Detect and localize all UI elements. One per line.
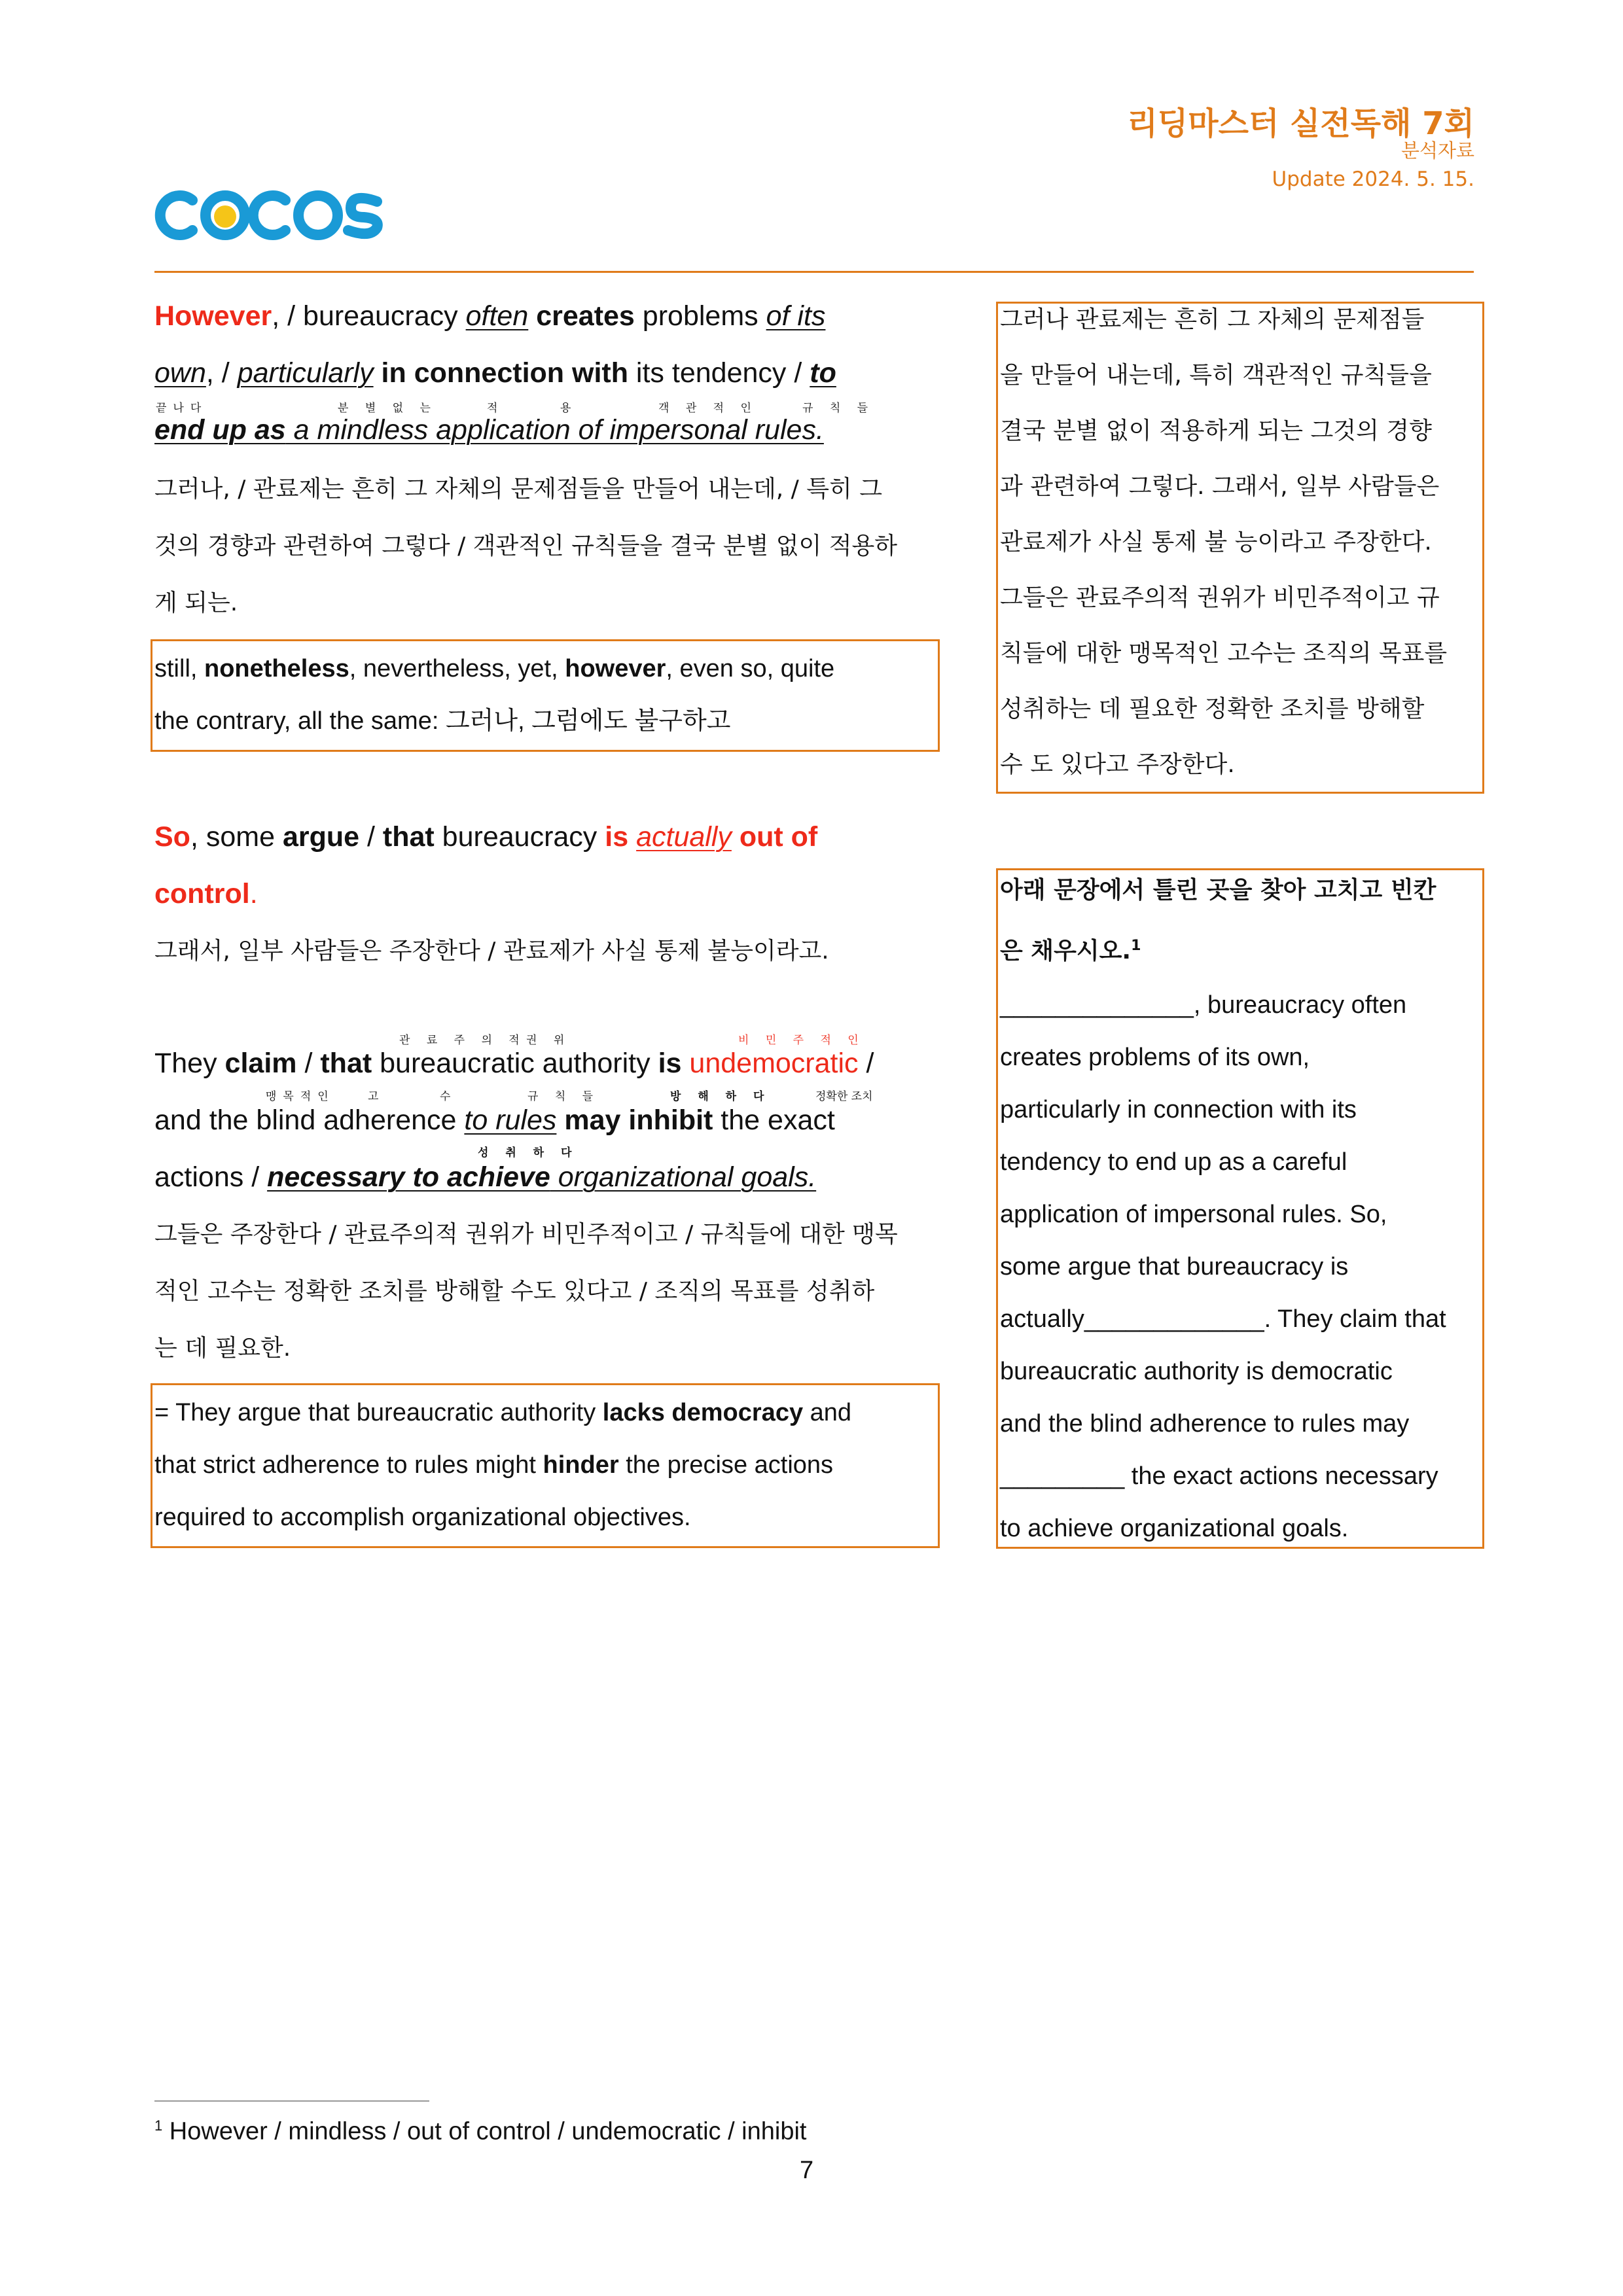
text xyxy=(628,821,636,853)
word-argue: argue xyxy=(282,821,360,853)
text: , some xyxy=(190,821,283,853)
header-divider xyxy=(154,271,1474,273)
word-claim: claim xyxy=(224,1048,297,1079)
text: / xyxy=(359,821,383,853)
keyword-however: However xyxy=(154,300,272,332)
word-that: that xyxy=(382,821,435,853)
sentence-2-line-2 xyxy=(154,866,258,923)
text xyxy=(732,821,740,853)
text xyxy=(681,1048,689,1079)
text: , even so, quite xyxy=(666,655,835,682)
exercise-line: and the blind adherence to rules may xyxy=(1000,1410,1410,1438)
footnote-text: However / mindless / out of control / undemocratic / inhibit xyxy=(162,2117,807,2146)
text xyxy=(528,300,536,332)
gloss-bureaucratic: 관 료 주 의 적 xyxy=(399,1034,526,1047)
exercise-line: particularly in connection with its xyxy=(1000,1096,1357,1123)
sentence-3-line-2 xyxy=(154,1092,835,1149)
translation-box-line: 관료제가 사실 통제 불 능이라고 주장한다. xyxy=(1000,529,1432,556)
text: the precise actions xyxy=(618,1451,834,1479)
text: that strict adherence to rules might xyxy=(154,1451,543,1479)
word-own: own xyxy=(154,357,206,389)
word-is: is xyxy=(605,821,629,853)
text: actions / xyxy=(154,1161,268,1193)
exercise-line: to achieve organizational goals. xyxy=(1000,1515,1349,1542)
update-date: Update 2024. 5. 15. xyxy=(1272,168,1474,191)
translation-3-line-3: 는 데 필요한. xyxy=(154,1335,291,1362)
text: bureaucracy xyxy=(434,821,605,853)
word-often: often xyxy=(465,300,529,332)
footnote-ref[interactable]: 1 xyxy=(1131,938,1141,954)
text: its tendency / xyxy=(628,357,810,389)
exercise-line: application of impersonal rules. So, xyxy=(1000,1201,1387,1228)
text: problems xyxy=(634,300,766,332)
text: the exact xyxy=(713,1104,835,1136)
keyword-so: So xyxy=(154,821,190,853)
translation-3-line-2: 적인 고수는 정확한 조치를 방해할 수도 있다고 / 조직의 목표를 성취하 xyxy=(154,1278,875,1305)
text: and the blind adherence xyxy=(154,1104,465,1136)
exercise-line: actually_____________. They claim that xyxy=(1000,1305,1446,1333)
footnote xyxy=(154,2117,806,2146)
document-subtitle: 분석자료 xyxy=(1400,139,1474,162)
gloss-exact-actions: 정확한 조치 xyxy=(815,1090,873,1103)
gloss-undemocratic: 비 민 주 적 인 xyxy=(738,1034,865,1047)
gloss-app-2: 용 xyxy=(560,402,578,415)
gloss-app-1: 적 xyxy=(487,402,505,415)
translation-3-line-1: 그들은 주장한다 / 관료주의적 권위가 비민주적이고 / 규칙들에 대한 맹목 xyxy=(154,1221,898,1248)
exercise-line: ______________, bureaucracy often xyxy=(1000,991,1407,1019)
translation-box-line: 과 관련하여 그렇다. 그래서, 일부 사람들은 xyxy=(1000,473,1440,500)
word-undemocratic: undemocratic xyxy=(689,1048,859,1079)
page-number: 7 xyxy=(800,2157,814,2184)
phrase-to-rules: to rules xyxy=(464,1104,557,1136)
phrase-end-up-as: end up as xyxy=(154,414,286,446)
translation-box-line: 그들은 관료주의적 권위가 비민주적이고 규 xyxy=(1000,584,1440,611)
word-is: is xyxy=(658,1048,682,1079)
exercise-line: bureaucratic authority is democratic xyxy=(1000,1358,1393,1385)
text: = They argue that bureaucratic authority xyxy=(154,1399,603,1426)
gloss-authority: 권 위 xyxy=(526,1034,571,1047)
text xyxy=(374,357,382,389)
footnote-number: 1 xyxy=(154,2117,163,2134)
paraphrase-line-2 xyxy=(154,1439,833,1491)
footnote-divider xyxy=(154,2100,429,2102)
translation-1-line-2: 것의 경향과 관련하여 그렇다 / 객관적인 규칙들을 결국 분별 없이 적용하 xyxy=(154,533,898,559)
text: . xyxy=(249,878,258,910)
gloss-inhibit: 방 해 하 다 xyxy=(670,1090,771,1103)
document-title: 리딩마스터 실전독해 7회 xyxy=(1127,105,1474,142)
gloss-adherence-1: 고 xyxy=(368,1090,385,1103)
word-hinder: hinder xyxy=(543,1451,619,1479)
text: 은 채우시오. xyxy=(1000,938,1132,964)
sentence-1-line-1 xyxy=(154,288,825,345)
text xyxy=(620,1104,628,1136)
text: / xyxy=(858,1048,874,1079)
text: still, xyxy=(154,655,204,682)
text: , / bureaucracy xyxy=(272,300,466,332)
gloss-mindless: 분 별 없 는 xyxy=(338,402,437,415)
word-to: to xyxy=(810,357,836,389)
phrase-out-of: out of xyxy=(739,821,818,853)
text xyxy=(556,1104,564,1136)
gloss-rules: 규 칙 들 xyxy=(802,402,875,415)
text: , / xyxy=(205,357,238,389)
gloss-adherence-2: 수 xyxy=(440,1090,457,1103)
exercise-box-text xyxy=(1000,862,1446,1555)
translation-1-line-3: 게 되는. xyxy=(154,590,238,616)
sentence-2-line-1 xyxy=(154,809,817,866)
gloss-impersonal: 객 관 적 인 xyxy=(658,402,758,415)
translation-2: 그래서, 일부 사람들은 주장한다 / 관료제가 사실 통제 불능이라고. xyxy=(154,938,829,964)
sentence-1-line-3 xyxy=(154,402,824,459)
exercise-heading-1: 아래 문장에서 틀린 곳을 찾아 고치고 빈칸 xyxy=(1000,877,1436,904)
gloss-to-rules: 규 칙 들 xyxy=(527,1090,600,1103)
word-however: however xyxy=(565,655,666,682)
word-creates: creates xyxy=(536,300,635,332)
phrase-mindless-application: a mindless application of impersonal rules. xyxy=(285,414,824,446)
word-nonetheless: nonetheless xyxy=(204,655,349,682)
exercise-line: tendency to end up as a careful xyxy=(1000,1148,1347,1176)
translation-box-line: 성취하는 데 필요한 정확한 조치를 방해할 xyxy=(1000,696,1425,722)
text: / xyxy=(296,1048,321,1079)
phrase-organizational-goals: organizational goals. xyxy=(550,1161,817,1193)
translation-1-line-1: 그러나, / 관료제는 흔히 그 자체의 문제점들을 만들어 내는데, / 특히 그 xyxy=(154,476,882,503)
word-particularly: particularly xyxy=(237,357,374,389)
synonym-line-1 xyxy=(154,643,834,695)
word-that: that xyxy=(320,1048,372,1079)
word-actually: actually xyxy=(636,821,732,853)
word-may: may xyxy=(564,1104,621,1136)
text: bureaucratic authority xyxy=(372,1048,658,1079)
phrase-necessary-to-achieve: necessary to achieve xyxy=(267,1161,550,1193)
gloss-end-up: 끝나다 xyxy=(156,402,208,415)
gloss-blind: 맹목적인 xyxy=(266,1090,335,1103)
exercise-line: some argue that bureaucracy is xyxy=(1000,1253,1349,1280)
cocos-logo xyxy=(154,186,390,245)
text: , nevertheless, yet, xyxy=(349,655,565,682)
text: They xyxy=(154,1048,225,1079)
phrase-of-its: of its xyxy=(766,300,826,332)
paraphrase-line-1 xyxy=(154,1386,851,1439)
paraphrase-line-3: required to accomplish organizational objectives. xyxy=(154,1504,691,1531)
translation-box-text xyxy=(1000,292,1447,792)
gloss-achieve: 성 취 하 다 xyxy=(478,1146,579,1159)
sentence-3-line-1 xyxy=(154,1035,874,1092)
translation-box-line: 수 도 있다고 주장한다. xyxy=(1000,751,1235,778)
translation-box-line: 그러나 관료제는 흔히 그 자체의 문제점들 xyxy=(1000,306,1425,333)
word-control: control xyxy=(154,878,250,910)
text: and xyxy=(803,1399,852,1426)
exercise-heading-2 xyxy=(1000,918,1446,979)
exercise-line: creates problems of its own, xyxy=(1000,1044,1310,1071)
translation-box-line: 을 만들어 내는데, 특히 객관적인 규칙들을 xyxy=(1000,362,1432,389)
sentence-1-line-2 xyxy=(154,345,836,402)
translation-box-line: 결국 분별 없이 적용하게 되는 그것의 경향 xyxy=(1000,417,1432,444)
synonym-line-2: the contrary, all the same: 그러나, 그럼에도 불구하고 xyxy=(154,707,731,735)
translation-box-line: 칙들에 대한 맹목적인 고수는 조직의 목표를 xyxy=(1000,640,1448,667)
exercise-line: _________ the exact actions necessary xyxy=(1000,1462,1438,1490)
phrase-in-connection-with: in connection with xyxy=(381,357,628,389)
phrase-lacks-democracy: lacks democracy xyxy=(602,1399,804,1426)
sentence-3-line-3 xyxy=(154,1149,816,1206)
word-inhibit: inhibit xyxy=(628,1104,713,1136)
